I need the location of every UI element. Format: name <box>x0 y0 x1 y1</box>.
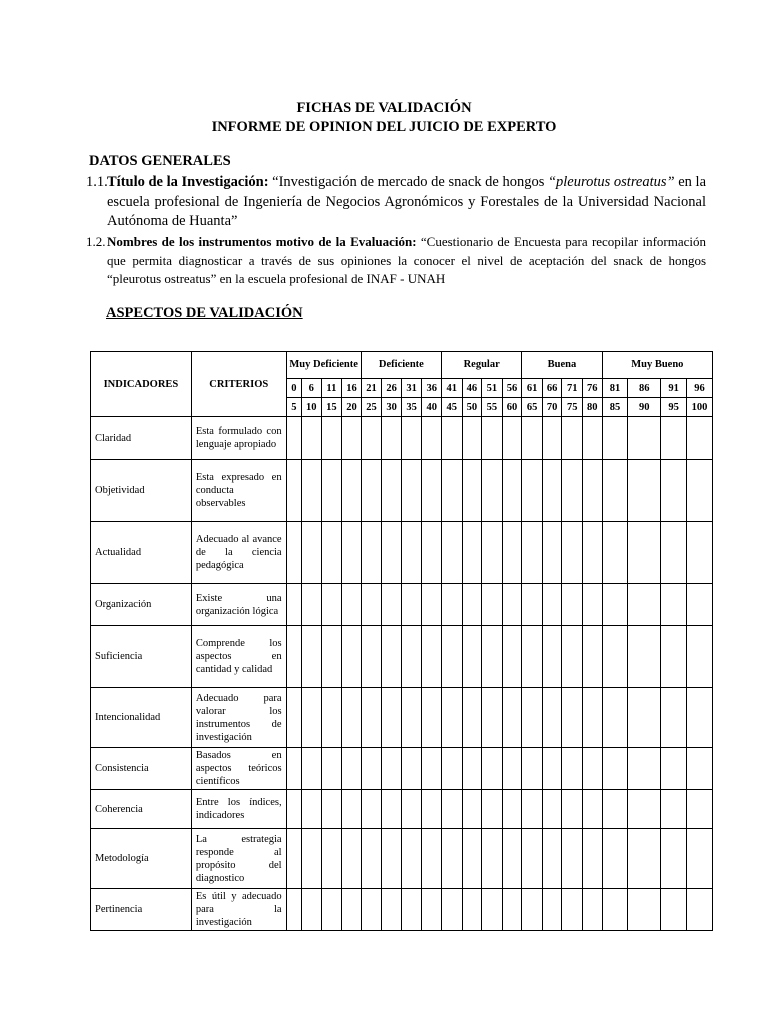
rating-cell[interactable] <box>502 688 522 748</box>
rating-cell[interactable] <box>602 889 628 931</box>
rating-cell[interactable] <box>687 889 713 931</box>
rating-cell[interactable] <box>442 626 463 688</box>
rating-cell[interactable] <box>542 829 562 889</box>
range-start-cell: 6 <box>302 379 322 398</box>
rating-cell[interactable] <box>661 626 687 688</box>
rating-cell[interactable] <box>382 460 402 522</box>
rating-cell[interactable] <box>542 889 562 931</box>
rating-cell[interactable] <box>361 790 382 829</box>
criterio-cell: La estrategia responde al propósito del diagnostico <box>191 829 286 889</box>
range-start-cell: 86 <box>628 379 661 398</box>
rating-cell[interactable] <box>342 829 362 889</box>
item-text <box>107 173 706 232</box>
range-end-cell: 100 <box>687 398 713 417</box>
rating-cell[interactable] <box>542 522 562 584</box>
rating-cell[interactable] <box>401 748 422 790</box>
rating-cell[interactable] <box>462 522 482 584</box>
rating-cell[interactable] <box>286 829 301 889</box>
rating-cell[interactable] <box>562 748 583 790</box>
range-end-cell: 60 <box>502 398 522 417</box>
item-label: Nombres de los instrumentos motivo de la Evaluación: <box>107 234 417 249</box>
rating-cell[interactable] <box>583 748 603 790</box>
rating-cell[interactable] <box>302 688 322 748</box>
rating-cell[interactable] <box>401 522 422 584</box>
rating-cell[interactable] <box>482 626 503 688</box>
rating-cell[interactable] <box>628 889 661 931</box>
rating-cell[interactable] <box>562 889 583 931</box>
criterio-cell: Es útil y adecuado para la investigación <box>191 889 286 931</box>
rating-cell[interactable] <box>602 522 628 584</box>
range-start-cell: 36 <box>422 379 442 398</box>
rating-cell[interactable] <box>522 460 543 522</box>
rating-cell[interactable] <box>602 748 628 790</box>
rating-cell[interactable] <box>422 889 442 931</box>
rating-cell[interactable] <box>382 748 402 790</box>
rating-cell[interactable] <box>562 460 583 522</box>
rating-cell[interactable] <box>502 790 522 829</box>
rating-cell[interactable] <box>522 790 543 829</box>
rating-cell[interactable] <box>321 584 342 626</box>
range-start-cell: 76 <box>583 379 603 398</box>
item-number: 1.2. <box>86 234 106 249</box>
table-row <box>91 688 713 748</box>
item-text-part: “Cuestionario de Encuesta para recopilar información que permita diagnosticar a través de sus opiniones la conocer el nivel de aceptación del snack de hongos “pleurotus ostreatus” en la escuela profesional de INAF - UNAH <box>107 234 706 286</box>
rating-cell[interactable] <box>361 522 382 584</box>
table-row <box>91 829 713 889</box>
rating-cell[interactable] <box>562 626 583 688</box>
range-end-cell: 85 <box>602 398 628 417</box>
rating-cell[interactable] <box>687 790 713 829</box>
rating-cell[interactable] <box>462 889 482 931</box>
rating-cell[interactable] <box>562 417 583 460</box>
range-end-cell: 25 <box>361 398 382 417</box>
rating-cell[interactable] <box>562 829 583 889</box>
rating-cell[interactable] <box>661 522 687 584</box>
rating-cell[interactable] <box>583 584 603 626</box>
criterio-cell: Existe una organización lógica <box>191 584 286 626</box>
indicador-cell: Intencionalidad <box>91 688 192 748</box>
rating-cell[interactable] <box>401 626 422 688</box>
rating-cell[interactable] <box>361 460 382 522</box>
rating-cell[interactable] <box>321 417 342 460</box>
range-end-cell: 75 <box>562 398 583 417</box>
rating-cell[interactable] <box>361 626 382 688</box>
rating-cell[interactable] <box>542 417 562 460</box>
range-start-cell: 21 <box>361 379 382 398</box>
indicador-cell: Metodología <box>91 829 192 889</box>
rating-cell[interactable] <box>661 889 687 931</box>
rating-cell[interactable] <box>382 829 402 889</box>
range-start-cell: 61 <box>522 379 543 398</box>
range-end-cell: 65 <box>522 398 543 417</box>
criterio-cell: Esta formulado con lenguaje apropiado <box>191 417 286 460</box>
rating-cell[interactable] <box>482 584 503 626</box>
rating-cell[interactable] <box>462 790 482 829</box>
rating-cell[interactable] <box>502 748 522 790</box>
range-start-cell: 66 <box>542 379 562 398</box>
rating-cell[interactable] <box>286 748 301 790</box>
rating-cell[interactable] <box>422 626 442 688</box>
rating-cell[interactable] <box>583 790 603 829</box>
rating-cell[interactable] <box>401 889 422 931</box>
rating-cell[interactable] <box>687 626 713 688</box>
validation-table <box>90 351 713 931</box>
rating-cell[interactable] <box>321 522 342 584</box>
item-number: 1.1. <box>86 174 108 190</box>
rating-cell[interactable] <box>422 748 442 790</box>
rating-cell[interactable] <box>382 584 402 626</box>
range-end-cell: 45 <box>442 398 463 417</box>
scale-group-header: Buena <box>522 352 602 379</box>
rating-cell[interactable] <box>542 460 562 522</box>
rating-cell[interactable] <box>482 748 503 790</box>
rating-cell[interactable] <box>342 889 362 931</box>
rating-cell[interactable] <box>342 417 362 460</box>
rating-cell[interactable] <box>542 748 562 790</box>
rating-cell[interactable] <box>502 626 522 688</box>
rating-cell[interactable] <box>342 748 362 790</box>
rating-cell[interactable] <box>542 584 562 626</box>
range-end-cell: 50 <box>462 398 482 417</box>
rating-cell[interactable] <box>321 790 342 829</box>
range-start-cell: 81 <box>602 379 628 398</box>
rating-cell[interactable] <box>401 829 422 889</box>
rating-cell[interactable] <box>602 688 628 748</box>
rating-cell[interactable] <box>442 522 463 584</box>
indicador-cell: Consistencia <box>91 748 192 790</box>
rating-cell[interactable] <box>542 626 562 688</box>
range-start-cell: 51 <box>482 379 503 398</box>
rating-cell[interactable] <box>522 417 543 460</box>
rating-cell[interactable] <box>361 584 382 626</box>
rating-cell[interactable] <box>382 417 402 460</box>
rating-cell[interactable] <box>628 748 661 790</box>
rating-cell[interactable] <box>661 584 687 626</box>
range-end-cell: 40 <box>422 398 442 417</box>
rating-cell[interactable] <box>462 688 482 748</box>
rating-cell[interactable] <box>687 829 713 889</box>
indicador-cell: Objetividad <box>91 460 192 522</box>
rating-cell[interactable] <box>321 829 342 889</box>
rating-cell[interactable] <box>342 790 362 829</box>
criterio-cell: Adecuado al avance de la ciencia pedagógica <box>191 522 286 584</box>
rating-cell[interactable] <box>602 626 628 688</box>
item-italic-text: “pleurotus ostreatus” <box>547 174 675 190</box>
rating-cell[interactable] <box>422 829 442 889</box>
item-text <box>107 233 706 289</box>
rating-cell[interactable] <box>482 829 503 889</box>
rating-cell[interactable] <box>321 626 342 688</box>
rating-cell[interactable] <box>482 522 503 584</box>
rating-cell[interactable] <box>382 522 402 584</box>
scale-group-header: Regular <box>442 352 522 379</box>
indicador-cell: Actualidad <box>91 522 192 584</box>
criterio-cell: Adecuado para valorar los instrumentos de investigación <box>191 688 286 748</box>
rating-cell[interactable] <box>286 889 301 931</box>
rating-cell[interactable] <box>462 626 482 688</box>
rating-cell[interactable] <box>687 417 713 460</box>
rating-cell[interactable] <box>422 417 442 460</box>
rating-cell[interactable] <box>302 522 322 584</box>
rating-cell[interactable] <box>522 522 543 584</box>
rating-cell[interactable] <box>542 790 562 829</box>
document-title: FICHAS DE VALIDACIÓN <box>296 100 472 116</box>
datos-generales-heading: DATOS GENERALES <box>89 153 231 169</box>
indicador-cell: Organización <box>91 584 192 626</box>
rating-cell[interactable] <box>302 626 322 688</box>
item-titulo-investigacion <box>86 173 706 232</box>
rating-cell[interactable] <box>661 417 687 460</box>
rating-cell[interactable] <box>583 889 603 931</box>
rating-cell[interactable] <box>482 889 503 931</box>
table-header-row <box>91 352 713 379</box>
rating-cell[interactable] <box>462 748 482 790</box>
rating-cell[interactable] <box>382 790 402 829</box>
range-start-cell: 56 <box>502 379 522 398</box>
rating-cell[interactable] <box>502 584 522 626</box>
rating-cell[interactable] <box>361 417 382 460</box>
table-body <box>91 417 713 931</box>
rating-cell[interactable] <box>583 688 603 748</box>
rating-cell[interactable] <box>628 522 661 584</box>
rating-cell[interactable] <box>583 417 603 460</box>
rating-cell[interactable] <box>602 829 628 889</box>
table-row <box>91 584 713 626</box>
rating-cell[interactable] <box>602 460 628 522</box>
rating-cell[interactable] <box>302 460 322 522</box>
table-row <box>91 417 713 460</box>
range-start-cell: 71 <box>562 379 583 398</box>
indicador-cell: Coherencia <box>91 790 192 829</box>
rating-cell[interactable] <box>482 790 503 829</box>
rating-cell[interactable] <box>401 790 422 829</box>
rating-cell[interactable] <box>321 688 342 748</box>
rating-cell[interactable] <box>502 522 522 584</box>
rating-cell[interactable] <box>522 626 543 688</box>
rating-cell[interactable] <box>628 460 661 522</box>
rating-cell[interactable] <box>687 460 713 522</box>
range-end-cell: 20 <box>342 398 362 417</box>
rating-cell[interactable] <box>286 522 301 584</box>
range-end-cell: 80 <box>583 398 603 417</box>
range-start-cell: 41 <box>442 379 463 398</box>
rating-cell[interactable] <box>522 748 543 790</box>
rating-cell[interactable] <box>628 829 661 889</box>
rating-cell[interactable] <box>302 417 322 460</box>
rating-cell[interactable] <box>382 889 402 931</box>
rating-cell[interactable] <box>286 688 301 748</box>
rating-cell[interactable] <box>422 584 442 626</box>
indicador-cell: Claridad <box>91 417 192 460</box>
rating-cell[interactable] <box>583 829 603 889</box>
rating-cell[interactable] <box>502 889 522 931</box>
rating-cell[interactable] <box>286 460 301 522</box>
table-row <box>91 460 713 522</box>
range-end-cell: 35 <box>401 398 422 417</box>
aspectos-validacion-heading: ASPECTOS DE VALIDACIÓN <box>106 305 303 321</box>
rating-cell[interactable] <box>661 790 687 829</box>
rating-cell[interactable] <box>583 460 603 522</box>
table-row <box>91 522 713 584</box>
rating-cell[interactable] <box>321 460 342 522</box>
rating-cell[interactable] <box>442 829 463 889</box>
column-header-criterios: CRITERIOS <box>191 352 286 417</box>
range-start-cell: 11 <box>321 379 342 398</box>
item-text-part: en la escuela profesional de Ingeniería de Negocios Agronómicos y Forestales de la Universidad Nacional Autónoma de Huanta” <box>107 174 707 229</box>
rating-cell[interactable] <box>321 889 342 931</box>
rating-cell[interactable] <box>342 626 362 688</box>
rating-cell[interactable] <box>382 626 402 688</box>
rating-cell[interactable] <box>442 889 463 931</box>
document-subtitle: INFORME DE OPINION DEL JUICIO DE EXPERTO <box>211 119 557 135</box>
rating-cell[interactable] <box>422 790 442 829</box>
rating-cell[interactable] <box>661 688 687 748</box>
rating-cell[interactable] <box>286 417 301 460</box>
rating-cell[interactable] <box>482 460 503 522</box>
rating-cell[interactable] <box>628 688 661 748</box>
range-start-cell: 46 <box>462 379 482 398</box>
rating-cell[interactable] <box>361 889 382 931</box>
rating-cell[interactable] <box>321 748 342 790</box>
rating-cell[interactable] <box>302 790 322 829</box>
rating-cell[interactable] <box>401 584 422 626</box>
rating-cell[interactable] <box>602 417 628 460</box>
rating-cell[interactable] <box>562 688 583 748</box>
rating-cell[interactable] <box>342 522 362 584</box>
criterio-cell: Entre los índices, indicadores <box>191 790 286 829</box>
range-start-cell: 16 <box>342 379 362 398</box>
column-header-indicadores: INDICADORES <box>91 352 192 417</box>
rating-cell[interactable] <box>687 522 713 584</box>
range-start-cell: 31 <box>401 379 422 398</box>
rating-cell[interactable] <box>522 889 543 931</box>
rating-cell[interactable] <box>302 584 322 626</box>
rating-cell[interactable] <box>661 829 687 889</box>
range-end-cell: 30 <box>382 398 402 417</box>
item-text-part: “Investigación de mercado de snack de hongos <box>268 174 548 190</box>
rating-cell[interactable] <box>522 829 543 889</box>
rating-cell[interactable] <box>442 417 463 460</box>
rating-cell[interactable] <box>562 790 583 829</box>
range-end-cell: 10 <box>302 398 322 417</box>
rating-cell[interactable] <box>482 688 503 748</box>
criterio-cell: Esta expresado en conducta observables <box>191 460 286 522</box>
rating-cell[interactable] <box>382 688 402 748</box>
rating-cell[interactable] <box>583 522 603 584</box>
rating-cell[interactable] <box>401 688 422 748</box>
range-end-cell: 15 <box>321 398 342 417</box>
range-end-cell: 70 <box>542 398 562 417</box>
range-start-cell: 96 <box>687 379 713 398</box>
range-end-cell: 90 <box>628 398 661 417</box>
rating-cell[interactable] <box>628 790 661 829</box>
table-row <box>91 626 713 688</box>
rating-cell[interactable] <box>361 829 382 889</box>
rating-cell[interactable] <box>628 584 661 626</box>
scale-group-header: Muy Deficiente <box>286 352 361 379</box>
rating-cell[interactable] <box>302 889 322 931</box>
rating-cell[interactable] <box>462 829 482 889</box>
rating-cell[interactable] <box>542 688 562 748</box>
rating-cell[interactable] <box>442 688 463 748</box>
rating-cell[interactable] <box>342 688 362 748</box>
rating-cell[interactable] <box>286 626 301 688</box>
rating-cell[interactable] <box>502 417 522 460</box>
criterio-cell: Basados en aspectos teóricos científicos <box>191 748 286 790</box>
item-label: Título de la Investigación: <box>107 174 269 190</box>
rating-cell[interactable] <box>661 460 687 522</box>
rating-cell[interactable] <box>661 748 687 790</box>
rating-cell[interactable] <box>342 460 362 522</box>
rating-cell[interactable] <box>562 584 583 626</box>
rating-cell[interactable] <box>602 790 628 829</box>
rating-cell[interactable] <box>462 460 482 522</box>
rating-cell[interactable] <box>502 829 522 889</box>
table-row <box>91 790 713 829</box>
rating-cell[interactable] <box>687 748 713 790</box>
rating-cell[interactable] <box>422 460 442 522</box>
rating-cell[interactable] <box>562 522 583 584</box>
rating-cell[interactable] <box>342 584 362 626</box>
rating-cell[interactable] <box>401 460 422 522</box>
rating-cell[interactable] <box>286 790 301 829</box>
rating-cell[interactable] <box>462 584 482 626</box>
table-row <box>91 889 713 931</box>
rating-cell[interactable] <box>462 417 482 460</box>
rating-cell[interactable] <box>442 748 463 790</box>
rating-cell[interactable] <box>628 626 661 688</box>
rating-cell[interactable] <box>628 417 661 460</box>
rating-cell[interactable] <box>361 748 382 790</box>
rating-cell[interactable] <box>302 829 322 889</box>
rating-cell[interactable] <box>442 584 463 626</box>
rating-cell[interactable] <box>302 748 322 790</box>
rating-cell[interactable] <box>482 417 503 460</box>
criterio-cell: Comprende los aspectos en cantidad y calidad <box>191 626 286 688</box>
rating-cell[interactable] <box>522 688 543 748</box>
range-start-cell: 0 <box>286 379 301 398</box>
rating-cell[interactable] <box>361 688 382 748</box>
rating-cell[interactable] <box>442 790 463 829</box>
scale-group-header: Deficiente <box>361 352 441 379</box>
rating-cell[interactable] <box>687 688 713 748</box>
rating-cell[interactable] <box>502 460 522 522</box>
indicador-cell: Suficiencia <box>91 626 192 688</box>
indicador-cell: Pertinencia <box>91 889 192 931</box>
rating-cell[interactable] <box>442 460 463 522</box>
rating-cell[interactable] <box>422 688 442 748</box>
rating-cell[interactable] <box>602 584 628 626</box>
range-end-cell: 55 <box>482 398 503 417</box>
rating-cell[interactable] <box>286 584 301 626</box>
scale-group-header: Muy Bueno <box>602 352 712 379</box>
rating-cell[interactable] <box>401 417 422 460</box>
range-end-cell: 5 <box>286 398 301 417</box>
rating-cell[interactable] <box>422 522 442 584</box>
range-start-cell: 26 <box>382 379 402 398</box>
range-start-cell: 91 <box>661 379 687 398</box>
rating-cell[interactable] <box>687 584 713 626</box>
range-end-cell: 95 <box>661 398 687 417</box>
rating-cell[interactable] <box>583 626 603 688</box>
table-row <box>91 748 713 790</box>
item-nombres-instrumentos <box>86 233 706 289</box>
rating-cell[interactable] <box>522 584 543 626</box>
